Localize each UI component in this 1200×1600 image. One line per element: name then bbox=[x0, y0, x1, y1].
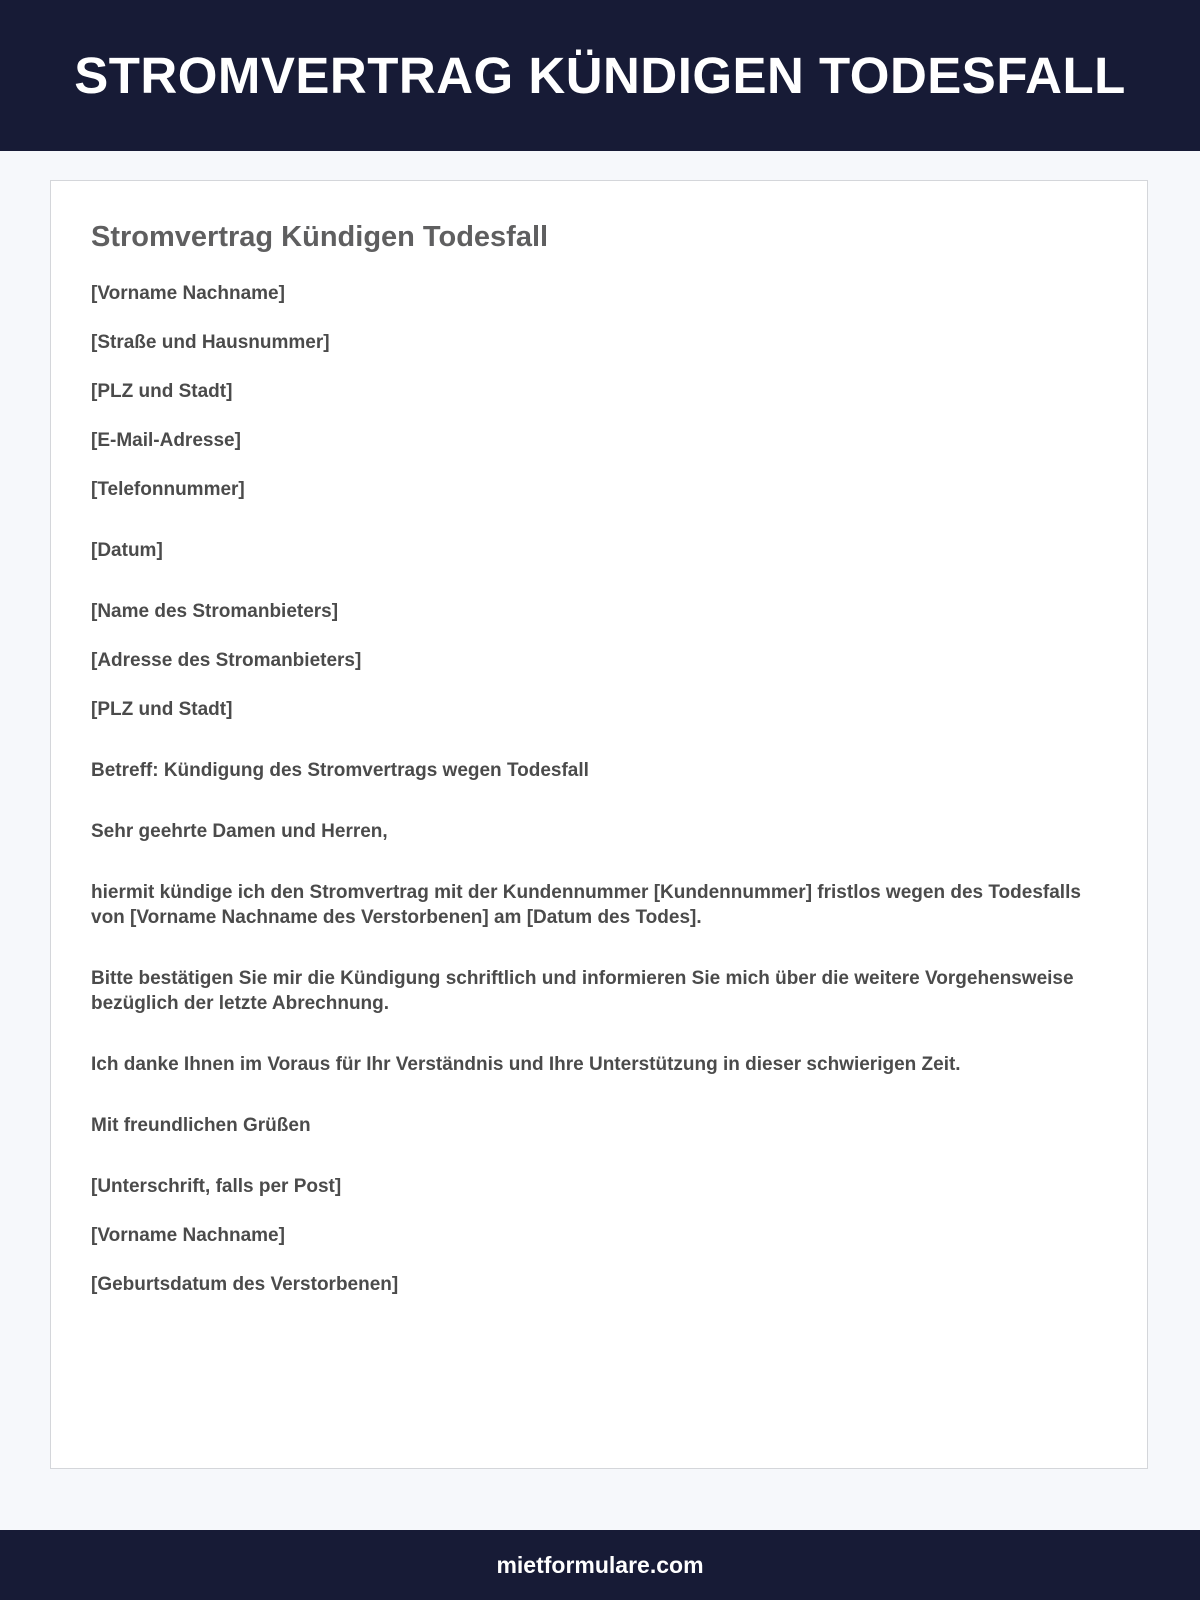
sender-name: [Vorname Nachname] bbox=[91, 283, 285, 304]
recipient-address: [Adresse des Stromanbieters] bbox=[91, 650, 362, 671]
salutation: Sehr geehrte Damen und Herren, bbox=[91, 821, 388, 842]
subject-line: Betreff: Kündigung des Stromvertrags wegen Todesfall bbox=[91, 760, 589, 781]
sender-city: [PLZ und Stadt] bbox=[91, 381, 233, 402]
page-title: STROMVERTRAG KÜNDIGEN TODESFALL bbox=[74, 47, 1126, 104]
page-header bbox=[0, 0, 1200, 151]
signature-placeholder: [Unterschrift, falls per Post] bbox=[91, 1176, 342, 1197]
closing: Mit freundlichen Grüßen bbox=[91, 1115, 311, 1136]
document-card bbox=[50, 180, 1148, 1469]
page-footer bbox=[0, 1530, 1200, 1600]
deceased-birthdate: [Geburtsdatum des Verstorbenen] bbox=[91, 1274, 399, 1295]
sender-email: [E-Mail-Adresse] bbox=[91, 430, 241, 451]
footer-site-name: mietformulare.com bbox=[496, 1551, 704, 1578]
signer-name: [Vorname Nachname] bbox=[91, 1225, 285, 1246]
sender-phone: [Telefonnummer] bbox=[91, 479, 245, 500]
recipient-name: [Name des Stromanbieters] bbox=[91, 601, 339, 622]
sender-street: [Straße und Hausnummer] bbox=[91, 332, 330, 353]
body-paragraph-2: Bitte bestätigen Sie mir die Kündigung schriftlich und informieren Sie mich über die weitere Vorgehensweise bezüglich der letzte Abrechnung. bbox=[91, 968, 1074, 1014]
body-paragraph-3: Ich danke Ihnen im Voraus für Ihr Verständnis und Ihre Unterstützung in dieser schwierigen Zeit. bbox=[91, 1054, 961, 1075]
recipient-city: [PLZ und Stadt] bbox=[91, 699, 233, 720]
document-title: Stromvertrag Kündigen Todesfall bbox=[91, 221, 549, 253]
letter-date: [Datum] bbox=[91, 540, 163, 561]
body-paragraph-1: hiermit kündige ich den Stromvertrag mit der Kundennummer [Kundennummer] fristlos wegen des Todesfalls von [Vorname Nachname des Verstorbenen] am [Datum des Todes]. bbox=[91, 882, 1081, 928]
